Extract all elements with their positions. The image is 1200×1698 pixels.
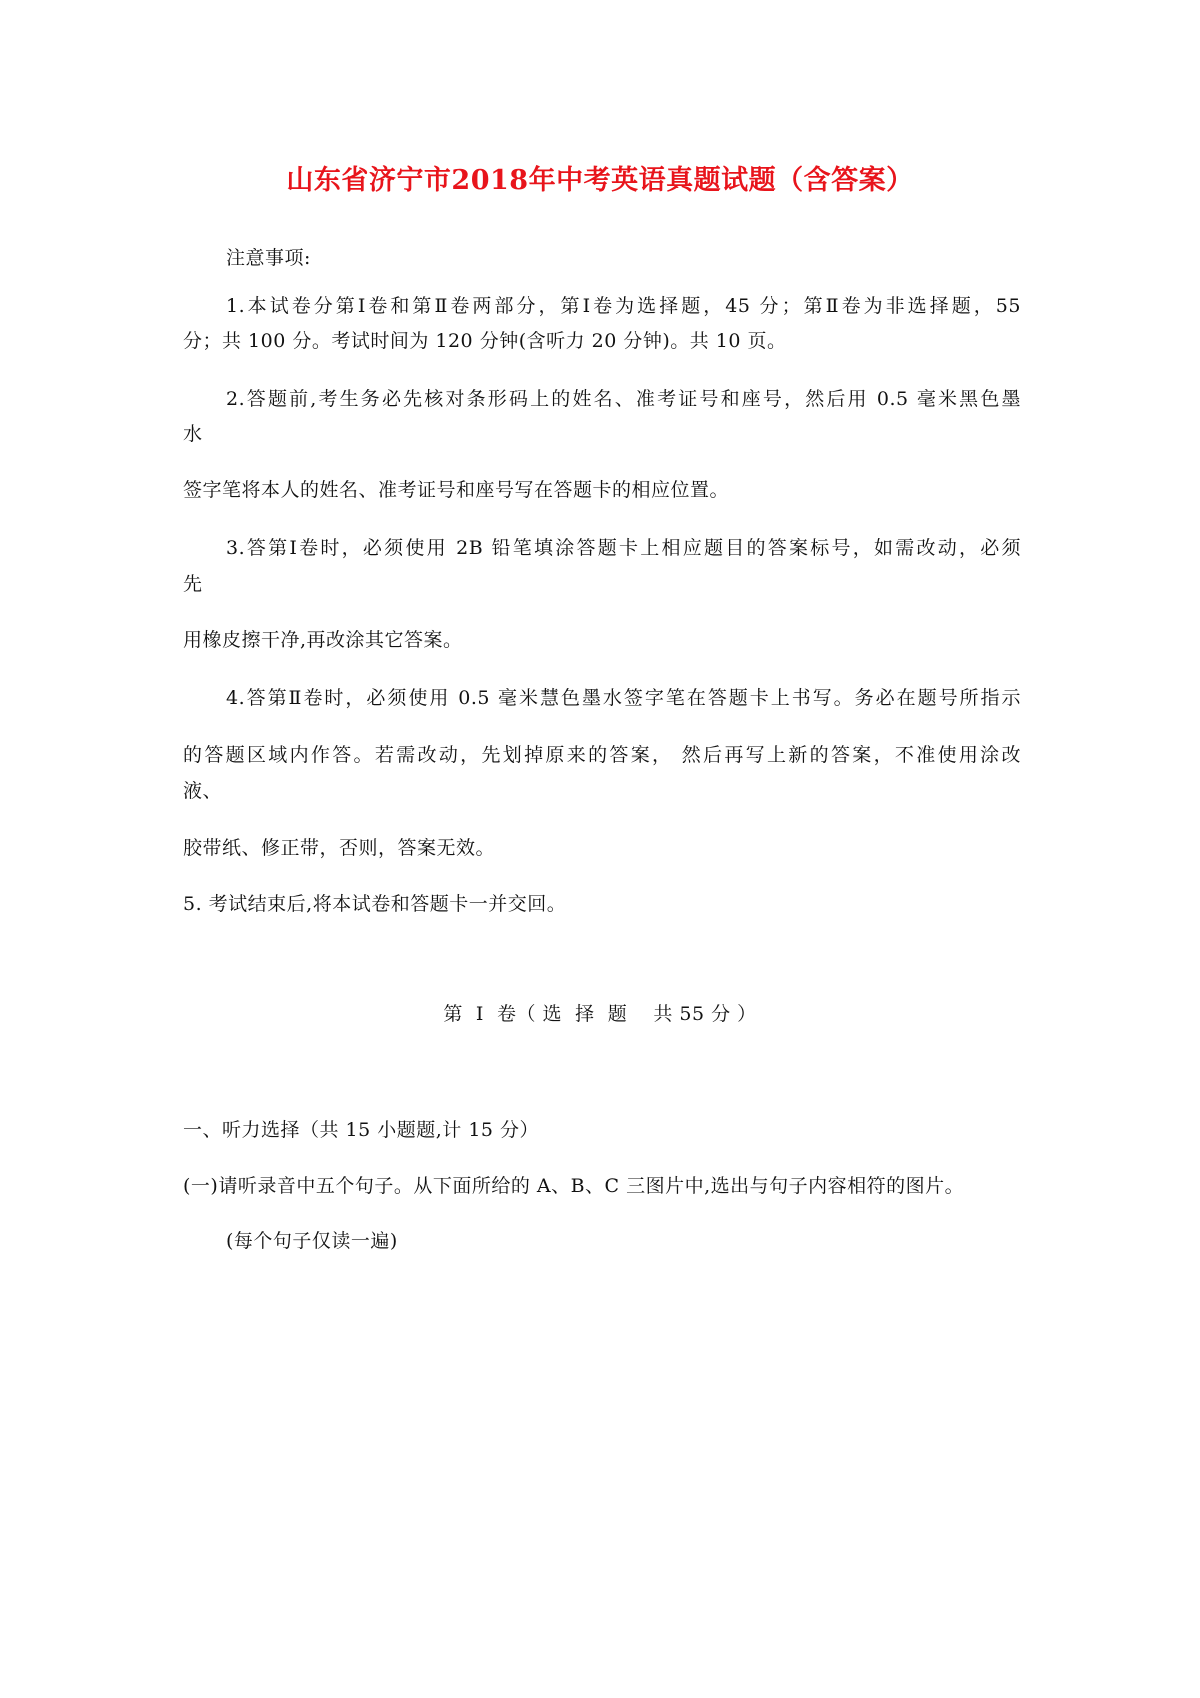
notice-item-3-line-3: 用橡皮擦干净,再改涂其它答案。 xyxy=(183,629,463,651)
sub-1-instruction-line-1: (一)请听录音中五个句子。从下面所给的 A、B、C 三图片中,选出与句子内容相符的图片。 xyxy=(183,1175,965,1197)
notice-item-4-line-2: 的答题区域内作答。若需改动，先划掉原来的答案， 然后再写上新的答案，不准使用涂改 xyxy=(183,744,1021,766)
notice-item-2-line-1: 2.答题前,考生务必先核对条形码上的姓名、准考证号和座号，然后用 0.5 毫米黑色墨 xyxy=(226,388,1021,410)
notice-item-1-line-1: 1.本试卷分第Ⅰ卷和第Ⅱ卷两部分，第Ⅰ卷为选择题，45 分；第Ⅱ卷为非选择题，55 xyxy=(226,295,1021,317)
notice-item-2-line-3: 签字笔将本人的姓名、准考证号和座号写在答题卡的相应位置。 xyxy=(183,479,730,501)
notice-heading: 注意事项: xyxy=(226,247,311,269)
section-1-heading: 第 Ⅰ 卷（ 选 择 题 共 55 分 ） xyxy=(443,1003,757,1025)
notice-item-5: 5. 考试结束后,将本试卷和答题卡一并交回。 xyxy=(183,893,567,915)
notice-item-4-line-3: 液、 xyxy=(183,780,223,802)
sub-1-instruction-line-2: (每个句子仅读一遍) xyxy=(226,1230,398,1252)
notice-item-4-line-1: 4.答第Ⅱ卷时，必须使用 0.5 毫米慧色墨水签字笔在答题卡上书写。务必在题号所指示 xyxy=(226,687,1021,709)
notice-item-3-line-1: 3.答第Ⅰ卷时，必须使用 2B 铅笔填涂答题卡上相应题目的答案标号，如需改动，必须 xyxy=(226,537,1021,559)
document-title: 山东省济宁市2018年中考英语真题试题（含答案） xyxy=(286,165,914,196)
part-1-title: 一、听力选择（共 15 小题题,计 15 分） xyxy=(183,1119,540,1141)
notice-item-4-line-4: 胶带纸、修正带，否则，答案无效。 xyxy=(183,837,496,859)
notice-item-1-line-2: 分；共 100 分。考试时间为 120 分钟(含听力 20 分钟)。共 10 页。 xyxy=(183,330,787,352)
notice-item-3-line-2: 先 xyxy=(183,573,203,595)
notice-item-2-line-2: 水 xyxy=(183,423,203,445)
